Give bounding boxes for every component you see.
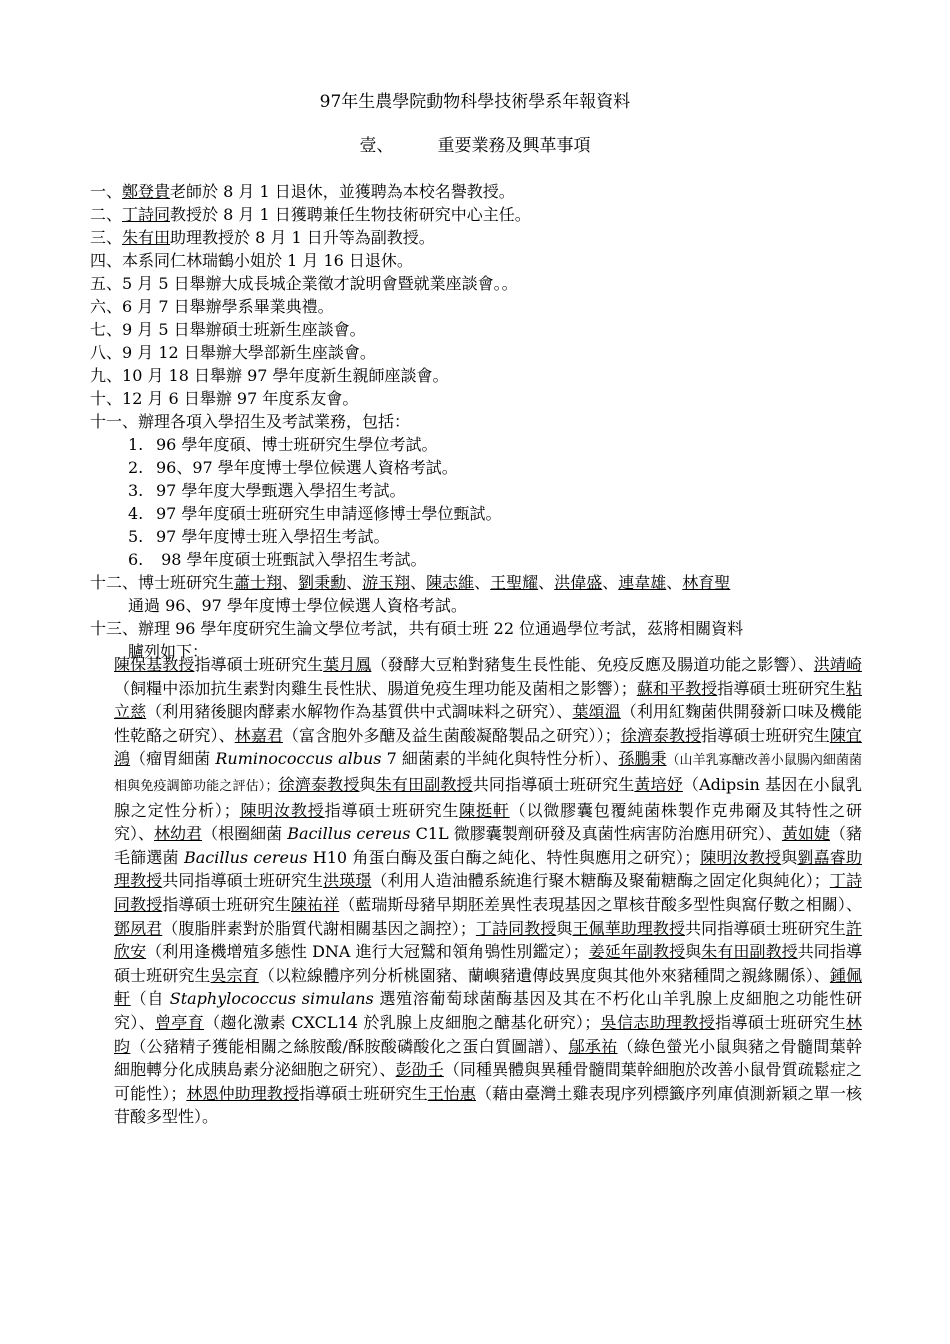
person-name: 許欣安 [114,918,862,962]
list-item: 九、10 月 18 日舉辦 97 學年度新生親師座談會。 [90,366,449,385]
paragraph-text: （同種異體與異種骨髓間葉幹細胞於改善小鼠骨質疏鬆症之可能性）； [114,1060,862,1103]
thesis-list-paragraph [114,653,862,1129]
paragraph-text: （自 [130,989,170,1009]
list-item-12: 十二、博士班研究生蕭士翔、劉秉勳、游玉翔、陳志維、王聖耀、洪偉盛、連韋雄、林育聖 [90,573,731,592]
section-number: 壹、 [359,136,394,156]
person-name: 丁詩同教授 [114,871,862,914]
name-separator: 、 [602,573,619,592]
paragraph-text: （瘤胃細菌 [130,749,216,769]
name-separator: 、 [346,573,363,592]
paragraph-text: （飼糧中添加抗生素對肉雞生長性狀、腸道免疫生理功能及菌相之影響）； [114,678,637,698]
name-separator: 、 [538,573,555,592]
person-name: 連韋雄 [618,573,667,592]
paragraph-text: 指導碩士班研究生 [324,800,460,820]
paragraph-text: （豬毛篩選菌 [114,824,862,867]
list-item: 一、鄭登貴老師於 8 月 1 日退休，並獲聘為本校名譽教授。 [90,182,515,201]
paragraph-text: （公豬精子獲能相關之絲胺酸/酥胺酸磷酸化之蛋白質圖譜）、 [130,1036,569,1056]
person-name: 丁詩同教授 [475,918,557,938]
exam-item: 1. 96 學年度碩、博士班研究生學位考試。 [128,435,438,454]
paragraph-text: 共同指導碩士班研究生 [162,871,324,891]
person-name: 鍾佩軒 [114,965,862,1009]
paragraph-text: 與 [685,942,702,962]
paragraph-text: （利用人造油體系統進行聚木糖酶及聚葡糖酶之固定化與純化）； [371,871,830,891]
paragraph-text: （山羊乳寡醣改善小鼠腸內細菌菌相與免疫調節功能之評估）； [114,753,862,794]
exam-item: 3. 97 學年度大學甄選入學招生考試。 [128,481,406,500]
name-separator: 、 [410,573,427,592]
person-name: 王怡惠 [427,1083,476,1103]
person-name: 陳宜鴻 [114,725,862,769]
section-title: 重要業務及興革事項 [437,136,591,156]
person-name: 劉嚞睿助理教授 [114,847,862,891]
person-name: 林恩仲助理教授 [186,1083,300,1103]
person-name: 黃如婕 [781,824,830,844]
paragraph-text: 指導碩士班研究生 [715,1012,846,1032]
paragraph-text: 指導碩士班研究生 [162,894,291,914]
person-name: 陳明汝教授 [700,847,782,867]
person-name: 黃培妤 [634,774,683,794]
paragraph-text: 指導碩士班研究生 [717,678,846,698]
list-item: 七、9 月 5 日舉辦碩士班新生座談會。 [90,320,366,339]
paragraph-text: （趨化激素 CXCL14 於乳腺上皮細胞之醣基化研究）； [204,1012,601,1032]
paragraph-text: 共同指導碩士班研究生 [472,774,635,794]
list-item: 四、本系同仁林瑞鶴小姐於 1 月 16 日退休。 [90,251,413,270]
item-list [90,180,870,663]
person-name: 朱有田 [122,228,171,247]
person-name: 彭劭壬 [395,1060,444,1080]
person-name: 陳志維 [426,573,475,592]
person-name: 林嘉君 [234,725,283,745]
paragraph-text: （Adipsin 基因在小鼠乳腺之定性分析）； [114,774,862,820]
list-item: 二、丁詩同教授於 8 月 1 日獲聘兼任生物技術研究中心主任。 [90,205,531,224]
paragraph-text: （利用逢機增殖多態性 DNA 進行大冠鷲和領角鴞性別鑑定）； [146,942,589,962]
paragraph-text: 7 細菌素的半純化與特性分析）、 [381,749,619,769]
species-name: Staphylococcus simulans [169,989,374,1009]
person-name: 劉秉勳 [298,573,347,592]
list-item: 五、5 月 5 日舉辦大成長城企業徵才說明會暨就業座談會。。 [90,274,518,293]
person-name: 姜延年副教授 [588,942,686,962]
person-name: 曾亭育 [155,1012,205,1032]
person-name: 徐濟泰教授 [620,725,702,745]
person-name: 徐濟泰教授 [278,774,360,794]
paragraph-text: （綠色螢光小鼠與豬之骨髓間葉幹細胞轉分化成胰島素分泌細胞之研究）、 [114,1036,862,1080]
person-name: 葉月鳳 [323,655,372,674]
person-name: 陳挺軒 [459,800,510,820]
paragraph-text: （以粒線體序列分析桃園豬、蘭嶼豬遺傳歧異度與其他外來豬種間之親緣關係）、 [258,965,830,985]
paragraph-text: （腹脂胖素對於脂質代謝相關基因之調控）； [162,918,476,938]
person-name: 吳信志助理教授 [600,1012,716,1032]
paragraph-text: （發酵大豆粕對豬隻生長性能、免疫反應及腸道功能之影響）、 [371,655,814,674]
name-separator: 、 [282,573,299,592]
list-item: 十、12 月 6 日舉辦 97 年度系友會。 [90,389,359,408]
person-name: 林育聖 [682,573,731,592]
paragraph-text: 指導碩士班研究生 [194,655,324,674]
list-item: 六、6 月 7 日舉辦學系畢業典禮。 [90,297,334,316]
paragraph-text: 指導碩士班研究生 [299,1083,428,1103]
paragraph-text: （利用紅麴菌供開發新口味及機能性乾酪之研究）、 [114,702,862,745]
person-name: 林昀 [114,1012,862,1056]
species-name: Bacillus cereus [287,824,411,844]
list-item-13-continuation: 臚列如下： [128,642,209,661]
person-name: 陳保基教授 [114,655,195,674]
list-item-13: 十三、辦理 96 學年度研究生論文學位考試，共有碩士班 22 位通過學位考試，茲將相關資料 [90,619,744,638]
section-heading [0,134,950,158]
paragraph-text: （富含胞外多醣及益生菌酸凝酪製品之研究））； [282,725,621,745]
paragraph-text: （以微膠囊包覆純菌株製作克弗爾及其特性之研究）、 [114,800,862,844]
species-name: Ruminococcus albus [215,749,382,769]
paragraph-text: 共同指導碩士班研究生 [685,918,846,938]
list-item: 三、朱有田助理教授於 8 月 1 日升等為副教授。 [90,228,435,247]
person-name: 洪靖崎 [813,655,862,674]
paragraph-text: 與 [556,918,573,938]
paragraph-text: 指導碩士班研究生 [701,725,830,745]
person-name: 鄭登貴 [122,182,171,201]
paragraph-text: 與 [781,847,798,867]
paragraph-text: （藍瑞斯母豬早期胚差異性表現基因之單核苷酸多型性與窩仔數之相關）、 [339,894,862,914]
person-name: 吳宗育 [210,965,259,985]
name-separator: 、 [666,573,683,592]
person-name: 朱有田副教授 [701,942,798,962]
person-name: 葉頌溫 [572,702,621,722]
student-names [234,573,730,592]
paragraph-text: 共同指導碩士班研究生 [114,942,862,985]
document-title: 97年生農學院動物科學技術學系年報資料 [319,92,631,112]
list-item: 十一、辦理各項入學招生及考試業務，包括： [90,412,411,431]
person-name: 陳明汝教授 [239,800,325,820]
exam-item: 5. 97 學年度博士班入學招生考試。 [128,527,390,546]
person-name: 朱有田副教授 [375,774,473,794]
person-name: 蘇和平教授 [636,678,718,698]
paragraph-text: （藉由臺灣土雞表現序列標籤序列庫偵測新穎之單一核苷酸多型性）。 [114,1083,862,1127]
list-item-12-continuation: 通過 96、97 學年度博士學位候選人資格考試。 [128,596,467,615]
person-name: 孫鵬秉 [618,749,667,769]
person-name: 王佩華助理教授 [572,918,686,938]
exam-item: 6. 98 學年度碩士班甄試入學招生考試。 [128,550,427,569]
person-name: 洪偉盛 [554,573,603,592]
person-name: 丁詩同 [122,205,171,224]
person-name: 鄧夙君 [114,918,163,938]
person-name: 林幼君 [154,824,203,844]
paragraph-text: 與 [359,774,376,794]
species-name: Bacillus cereus [184,847,308,867]
exam-item: 4. 97 學年度碩士班研究生申請逕修博士學位甄試。 [128,504,502,523]
person-name: 陳祐祥 [290,894,340,914]
name-separator: 、 [474,573,491,592]
paragraph-text: H10 角蛋白酶及蛋白酶之純化、特性與應用之研究）； [307,847,701,867]
person-name: 王聖耀 [490,573,539,592]
paragraph-text: （根圈細菌 [202,824,288,844]
person-name: 粘立慈 [114,678,862,722]
list-item: 八、9 月 12 日舉辦大學部新生座談會。 [90,343,376,362]
person-name: 洪瑛璟 [323,871,372,891]
paragraph-text: C1L 微膠囊製劑研發及真菌性病害防治應用研究）、 [410,824,782,844]
exam-item: 2. 96、97 學年度博士學位候選人資格考試。 [128,458,458,477]
person-name: 游玉翔 [362,573,411,592]
person-name: 蕭士翔 [234,573,283,592]
paragraph-text: 選殖溶葡萄球菌酶基因及其在不朽化山羊乳腺上皮細胞之功能性研究）、 [114,989,863,1032]
paragraph-text: （利用豬後腿肉酵素水解物作為基質供中式調味料之研究）、 [146,702,573,722]
person-name: 鄔承祐 [568,1036,618,1056]
